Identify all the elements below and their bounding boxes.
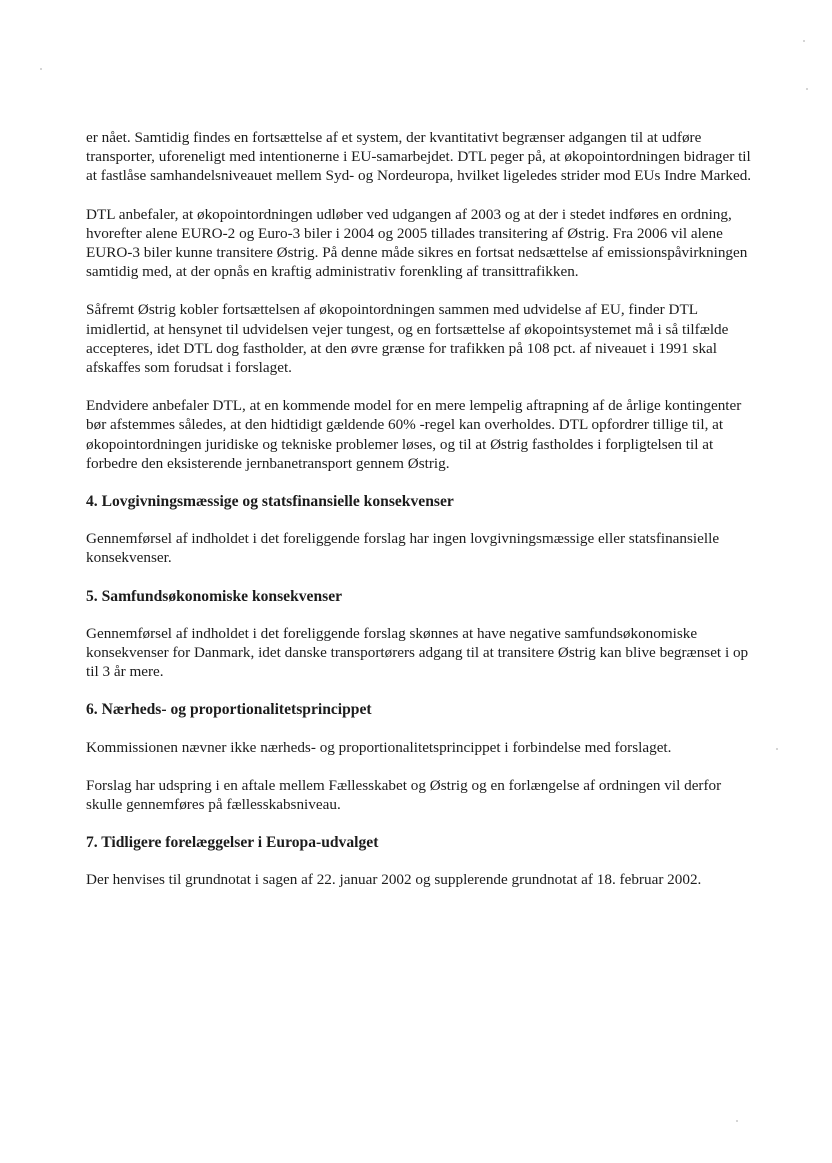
section-7-heading: 7. Tidligere forelæggelser i Europa-udvalget xyxy=(86,834,379,852)
section-5-heading: 5. Samfundsøkonomiske konsekvenser xyxy=(86,587,343,605)
scan-speck xyxy=(736,1120,738,1122)
section-4-body: Gennemførsel af indholdet i det foreliggende forslag har ingen lovgivningsmæssige eller statsfinansielle konsekvenser. xyxy=(86,530,720,567)
scan-speck xyxy=(40,68,42,70)
section-4-heading: 4. Lovgivningsmæssige og statsfinansielle konsekvenser xyxy=(86,493,454,511)
paragraph-eu-enlargement: Såfremt Østrig kobler fortsættelsen af økopointordningen sammen med udvidelse af EU, finder DTL imidlertid, at hensynet til udvidelsen vejer tungest, og en fortsættelse af økopointsystemet må i så tilfælde accepteres, idet DTL dog fastholder, at den øvre grænse for trafikken på 108 pct. af niveauet i 1991 skal afskaffes som forudsat i forslaget. xyxy=(86,301,729,377)
section-7-body: Der henvises til grundnotat i sagen af 22. januar 2002 og supplerende grundnotat af 18. februar 2002. xyxy=(86,871,702,889)
section-6-body-2: Forslag har udspring i en aftale mellem Fællesskabet og Østrig og en forlængelse af ordningen vil derfor skulle gennemføres på fællesskabsniveau. xyxy=(86,776,722,814)
section-6-heading: 6. Nærheds- og proportionalitetsprincippet xyxy=(86,701,372,719)
section-5-body: Gennemførsel af indholdet i det foreliggende forslag skønnes at have negative samfundsøkonomiske konsekvenser for Danmark, idet danske transportørers adgang til at transitere Østrig kan blive begrænset i op til 3 år mere. xyxy=(86,624,749,681)
document-page xyxy=(86,128,756,909)
section-6-body-1: Kommissionen nævner ikke nærheds- og proportionalitetsprincippet i forbindelse med forslaget. xyxy=(86,738,672,756)
paragraph-dtl-recommendation: DTL anbefaler, at økopointordningen udløber ved udgangen af 2003 og at der i stedet indføres en ordning, hvorefter alene EURO-2 og Euro-3 biler i 2004 og 2005 tillades transitering af Østrig. Fra 2006 vil alene EURO-3 biler kunne transitere Østrig. På denne måde sikres en fortsat nedsættelse af emissionspåvirkningen samtidig med, at der opnås en kraftig administrativ forenkling af transittrafikken. xyxy=(86,205,748,281)
scan-speck xyxy=(776,748,778,750)
paragraph-quota-model: Endvidere anbefaler DTL, at en kommende model for en mere lempelig aftrapning af de årlige kontingenter bør afstemmes således, at den hidtidigt gældende 60% -regel kan overholdes. DTL opfordrer tillige til, at økopointordningen juridiske og tekniske problemer løses, og til at Østrig fastholdes i forpligtelsen til at forbedre den eksisterende jernbanetransport gennem Østrig. xyxy=(86,397,742,472)
scan-speck xyxy=(806,88,808,90)
paragraph-transport-restrictions: er nået. Samtidig findes en fortsættelse af et system, der kvantitativt begrænser adgangen til at udføre transporter, uforeneligt med intentionerne i EU-samarbejdet. DTL peger på, at økopointordningen bidrager til at fastlåse samhandelsniveauet mellem Syd- og Nordeuropa, hvilket ligeledes strider mod EUs Indre Marked. xyxy=(86,129,752,185)
scan-speck xyxy=(803,40,805,42)
